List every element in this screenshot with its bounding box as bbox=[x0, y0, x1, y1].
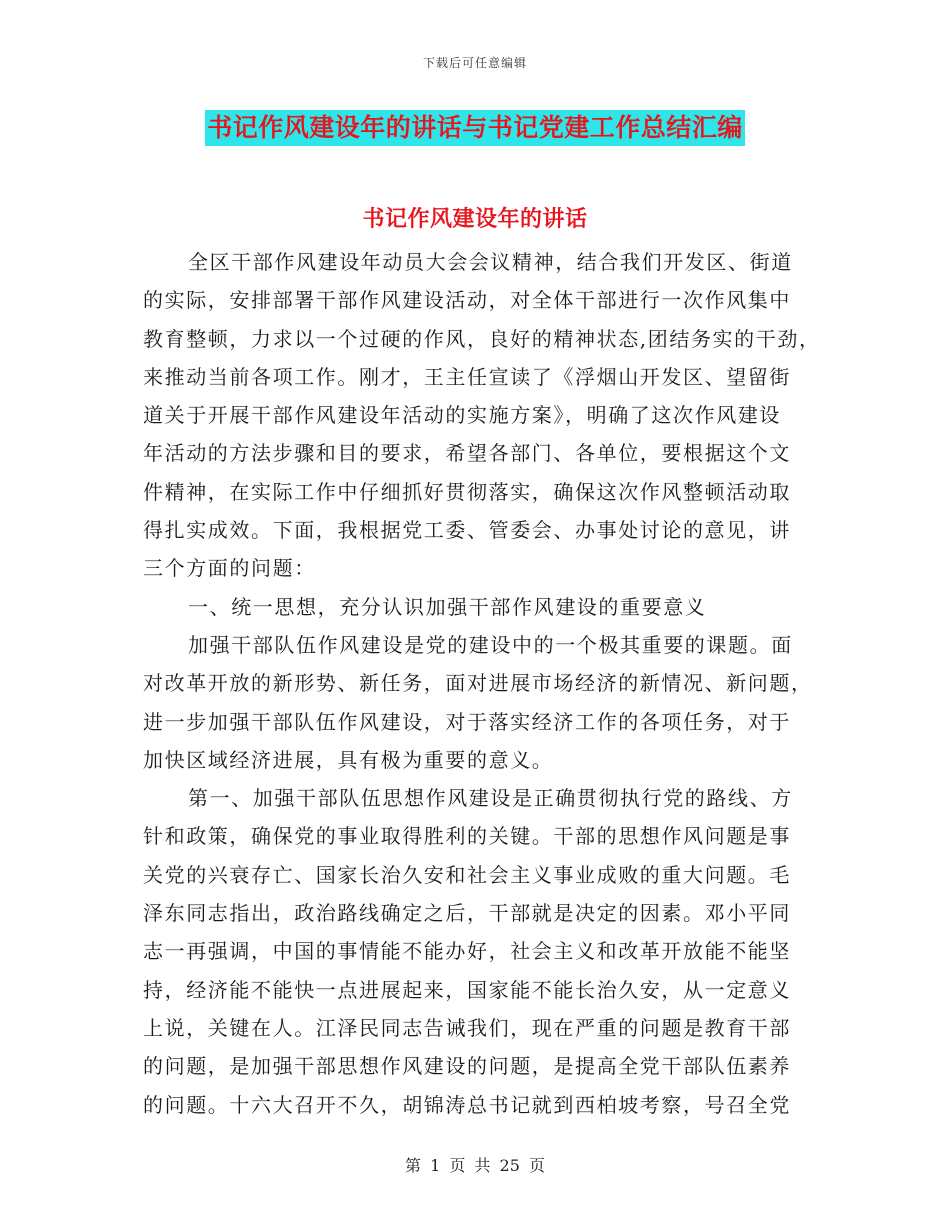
paragraph-line: 关党的兴衰存亡、国家长治久安和社会主义事业成败的重大问题。毛 bbox=[143, 862, 791, 887]
paragraph-line: 得扎实成效。下面，我根据党工委、管委会、办事处讨论的意见，讲 bbox=[143, 518, 791, 543]
paragraph-line: 的问题，是加强干部思想作风建设的问题，是提高全党干部队伍素养 bbox=[143, 1054, 791, 1079]
paragraph-line: 持，经济能不能快一点进展起来，国家能不能长治久安，从一定意义 bbox=[143, 977, 791, 1002]
paragraph-line: 全区干部作风建设年动员大会会议精神，结合我们开发区、街道 bbox=[188, 250, 793, 274]
paragraph-line: 第一、加强干部队伍思想作风建设是正确贯彻执行党的路线、方 bbox=[188, 786, 793, 811]
paragraph-line: 进一步加强干部队伍作风建设，对于落实经济工作的各项任务，对于 bbox=[143, 709, 791, 734]
paragraph-line: 件精神，在实际工作中仔细抓好贯彻落实，确保这次作风整顿活动取 bbox=[143, 479, 791, 504]
paragraph-line: 的实际，安排部署干部作风建设活动，对全体干部进行一次作风集中 bbox=[143, 288, 791, 313]
paragraph-line: 针和政策，确保党的事业取得胜利的关键。干部的思想作风问题是事 bbox=[143, 824, 791, 849]
section-title: 书记作风建设年的讲话 bbox=[362, 206, 588, 232]
paragraph-line: 教育整顿，力求以一个过硬的作风，良好的精神状态,团结务实的干劲， bbox=[143, 326, 821, 351]
paragraph-line: 年活动的方法步骤和目的要求，希望各部门、各单位，要根据这个文 bbox=[143, 441, 791, 466]
paragraph-line: 志一再强调，中国的事情能不能办好，社会主义和改革开放能不能坚 bbox=[143, 939, 791, 964]
page-footer: 第 1 页 共 25 页 bbox=[405, 1156, 545, 1175]
paragraph-line: 泽东同志指出，政治路线确定之后，干部就是决定的因素。邓小平同 bbox=[143, 901, 791, 926]
main-title-container bbox=[0, 110, 950, 146]
paragraph-line: 的问题。十六大召开不久，胡锦涛总书记就到西柏坡考察，号召全党 bbox=[143, 1092, 791, 1117]
main-title: 书记作风建设年的讲话与书记党建工作总结汇编 bbox=[205, 110, 745, 146]
paragraph-line: 来推动当前各项工作。刚才，王主任宣读了《浮烟山开发区、望留街 bbox=[143, 364, 791, 389]
paragraph-line: 加强干部队伍作风建设是党的建设中的一个极其重要的课题。面 bbox=[188, 632, 793, 657]
paragraph-line: 对改革开放的新形势、新任务，面对进展市场经济的新情况、新问题， bbox=[143, 671, 813, 696]
paragraph-line: 三个方面的问题： bbox=[143, 556, 316, 581]
paragraph-line: 上说，关键在人。江泽民同志告诫我们，现在严重的问题是教育干部 bbox=[143, 1015, 791, 1040]
paragraph-line: 道关于开展干部作风建设年活动的实施方案》，明确了这次作风建设 bbox=[143, 403, 781, 428]
paragraph-line: 加快区域经济进展，具有极为重要的意义。 bbox=[143, 747, 554, 772]
paragraph-line: 一、统一思想，充分认识加强干部作风建设的重要意义 bbox=[188, 594, 707, 619]
body-text bbox=[143, 243, 821, 1124]
header-note: 下载后可任意编辑 bbox=[422, 56, 527, 70]
